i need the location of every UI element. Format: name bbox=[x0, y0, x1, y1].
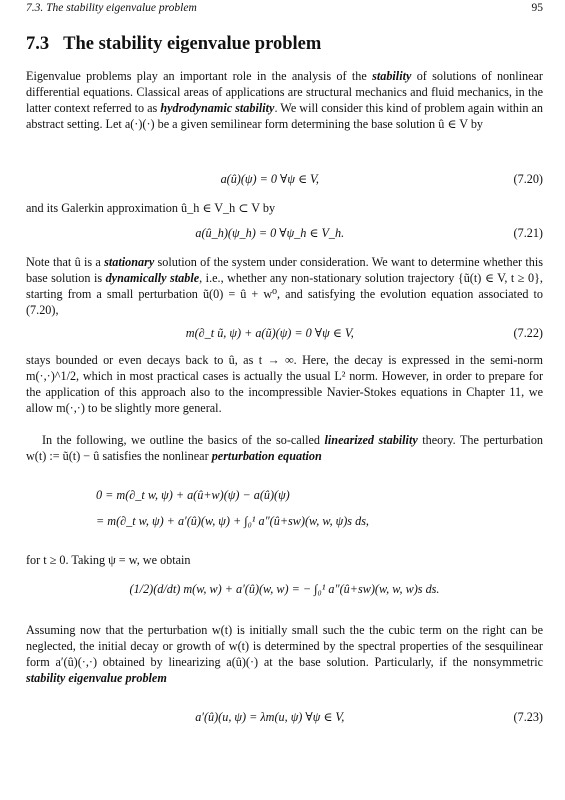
paragraph-assuming bbox=[26, 622, 543, 686]
section-title: The stability eigenvalue problem bbox=[63, 34, 322, 54]
paragraph-decay: stays bounded or even decays back to û, as t → ∞. Here, the decay is expressed in the semi-norm m(·,·)^1/2, which in most practical cases is actually the usual L² norm. However, in order to prepare for the application of this approach also to the incompressible Navier-Stokes equations in Chapter 11, we allow m(·,·) to be slightly more general. bbox=[26, 353, 543, 415]
running-title: 7.3. The stability eigenvalue problem bbox=[26, 2, 197, 14]
emphasized-term: perturbation equation bbox=[211, 449, 322, 463]
paragraph-taking: for t ≥ 0. Taking ψ = w, we obtain bbox=[26, 553, 191, 567]
equation-expression: a(û_h)(ψ_h) = 0 ∀ψ_h ∈ V_h. bbox=[195, 226, 345, 240]
paragraph-stationary bbox=[26, 254, 543, 318]
equation-expression: m(∂_t ũ, ψ) + a(ũ)(ψ) = 0 ∀ψ ∈ V, bbox=[185, 326, 354, 340]
running-header bbox=[26, 2, 543, 14]
equation-expression: a(û)(ψ) = 0 ∀ψ ∈ V, bbox=[220, 172, 319, 186]
section-heading bbox=[26, 34, 321, 55]
text-run: theory. The perturbation w(t) := ũ(t) − û satisfies the nonlinear bbox=[26, 433, 544, 463]
perturbation-equation bbox=[96, 482, 369, 534]
text-run: Note that û is a bbox=[26, 255, 105, 269]
equation-number: (7.21) bbox=[513, 226, 543, 240]
energy-equation bbox=[26, 582, 543, 597]
emphasized-term: hydrodynamic stability bbox=[160, 101, 275, 115]
paragraph-linearized bbox=[26, 432, 543, 464]
paragraph-galerkin: and its Galerkin approximation û_h ∈ V_h ⊂ V by bbox=[26, 201, 276, 215]
section-number: 7.3 bbox=[26, 34, 50, 54]
text-run: of solutions of nonlinear differential equations. Classical areas of applications are structural mechanics and fluid mechanics, in the latter context referred to as bbox=[26, 69, 543, 115]
text-run: . We will consider this kind of problem again within an abstract setting. Let a(·)(·) be a given semilinear form determining the base solution û ∈ V by bbox=[26, 101, 544, 131]
text-run: solution of the system under consideration. We want to determine whether this base solution is bbox=[26, 255, 543, 285]
equation-7-20 bbox=[26, 172, 543, 187]
equation-7-21 bbox=[26, 226, 543, 241]
equation-number: (7.20) bbox=[513, 172, 543, 186]
text-run: Assuming now that the perturbation w(t) is initially small such the the cubic term on the right can be neglected, the initial decay or growth of w(t) is determined by the spectral properties of the sesquilinear form a′(û)(·,·) obtained by linearizing a(û)(·) at the base solution. Particularly, if the nonsymmetric bbox=[26, 623, 543, 669]
equation-line: = m(∂_t w, ψ) + a′(û)(w, ψ) + ∫₀¹ a″(û+sw)(w, w, ψ)s ds, bbox=[96, 514, 369, 528]
equation-7-23 bbox=[26, 710, 543, 725]
text-run: In the following, we outline the basics of the so-called bbox=[42, 433, 325, 447]
equation-7-22 bbox=[26, 326, 543, 341]
emphasized-term: stability bbox=[372, 69, 412, 83]
equation-line: 0 = m(∂_t w, ψ) + a(û+w)(ψ) − a(û)(ψ) bbox=[96, 488, 290, 502]
equation-expression: (1/2)(d/dt) m(w, w) + a′(û)(w, w) = − ∫₀¹ a″(û+sw)(w, w, w)s ds. bbox=[129, 582, 440, 596]
text-run: Eigenvalue problems play an important role in the analysis of the bbox=[26, 69, 373, 83]
equation-number: (7.23) bbox=[513, 710, 543, 724]
text-run: , i.e., whether any non-stationary solution trajectory {ũ(t) ∈ V, t ≥ 0}, starting from a small perturbation ũ(0) = û + w⁰, and satisfying the evolution equation associated to (7.20), bbox=[26, 271, 543, 317]
emphasized-term: linearized stability bbox=[324, 433, 418, 447]
equation-number: (7.22) bbox=[513, 326, 543, 340]
paragraph-intro bbox=[26, 68, 543, 132]
page-number: 95 bbox=[531, 2, 543, 14]
emphasized-term: dynamically stable bbox=[105, 271, 200, 285]
emphasized-term: stability eigenvalue problem bbox=[26, 671, 167, 685]
emphasized-term: stationary bbox=[104, 255, 155, 269]
equation-expression: a′(û)(u, ψ) = λm(u, ψ) ∀ψ ∈ V, bbox=[195, 710, 345, 724]
